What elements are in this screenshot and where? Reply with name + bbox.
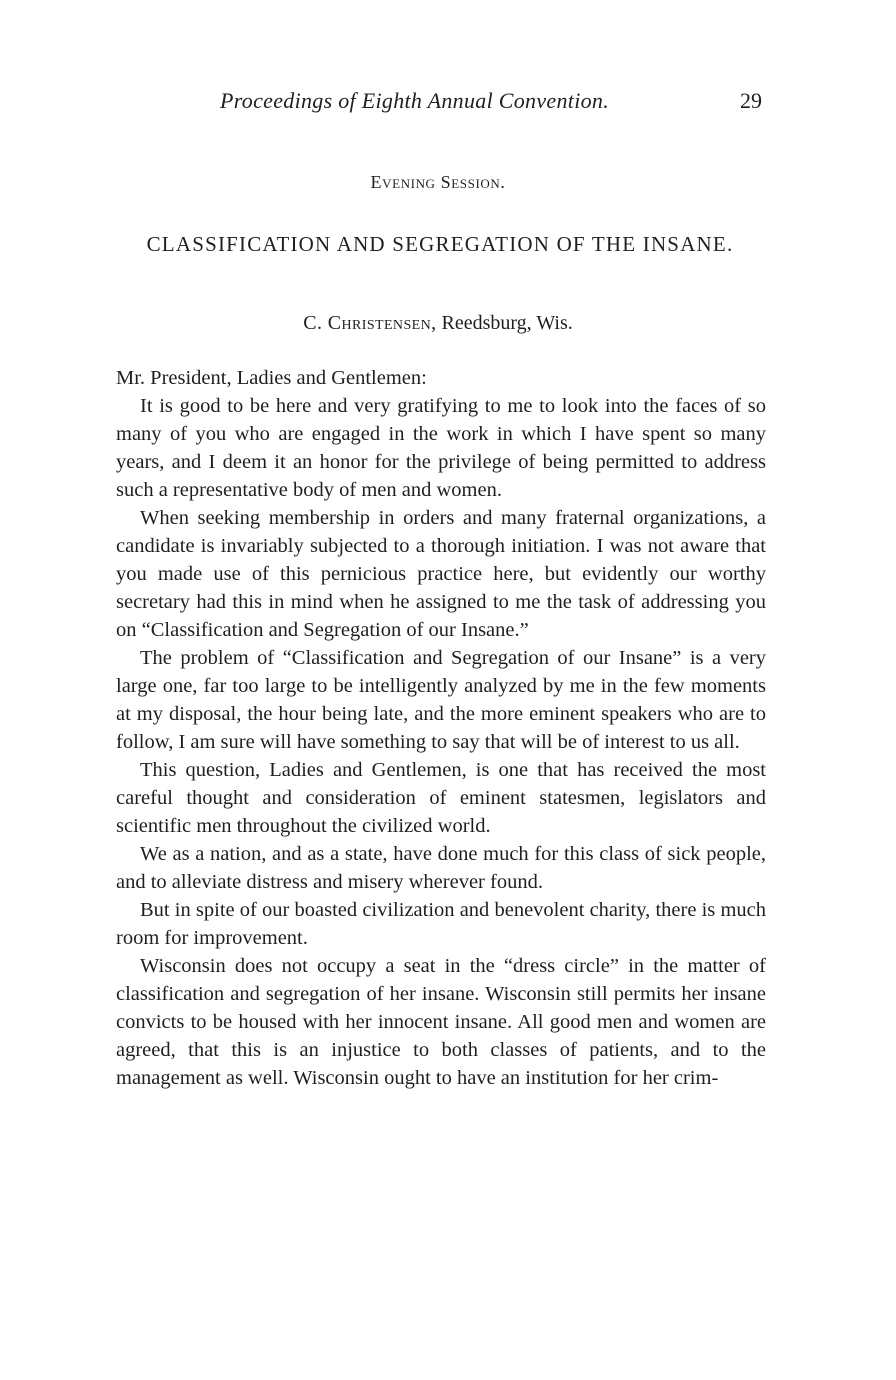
paragraph: It is good to be here and very gratifying to me to look into the faces of so many of you who are engaged in the work in which I have spent so many years, and I deem it an honor for the privilege of being permitted to address such a representative body of men and women.: [116, 395, 766, 501]
paragraph: Wisconsin does not occupy a seat in the “dress circle” in the matter of classification and segregation of her insane. Wisconsin still permits her insane convicts to be housed with her innocent insane. All good men and women are agreed, that this is an injustice to both classes of patients, and to the management as well. Wisconsin ought to have an institution for her crim-: [116, 955, 766, 1089]
paragraph: This question, Ladies and Gentlemen, is one that has received the most careful thought and consideration of eminent statesmen, legislators and scientific men throughout the civilized world.: [116, 759, 766, 837]
page-number: 29: [740, 88, 762, 113]
paragraph: But in spite of our boasted civilization and benevolent charity, there is much room for improvement.: [116, 899, 766, 949]
paragraph: The problem of “Classification and Segregation of our Insane” is a very large one, far too large to be intelligently analyzed by me in the few moments at my disposal, the hour being late, and the more eminent speakers who are to follow, I am sure will have something to say that will be of interest to us all.: [116, 647, 766, 753]
paragraph: We as a nation, and as a state, have done much for this class of sick people, and to alleviate distress and misery wherever found.: [116, 843, 766, 893]
author-line: [0, 312, 876, 335]
salutation: Mr. President, Ladies and Gentlemen:: [116, 367, 427, 389]
body-text: [116, 364, 766, 1092]
paragraph: When seeking membership in orders and many fraternal organizations, a candidate is invariably subjected to a thorough initiation. I was not aware that you made use of this pernicious practice here, but evidently our worthy secretary had this in mind when he assigned to me the task of addressing you on “Classification and Segregation of our Insane.”: [116, 507, 766, 641]
author-name: C. Christensen,: [303, 312, 437, 334]
session-heading: Evening Session.: [370, 172, 506, 192]
running-title: Proceedings of Eighth Annual Convention.: [220, 88, 610, 113]
article-title: CLASSIFICATION AND SEGREGATION OF THE INSANE.: [146, 232, 734, 256]
running-header: [0, 88, 896, 118]
author-location: Reedsburg, Wis.: [441, 312, 573, 334]
